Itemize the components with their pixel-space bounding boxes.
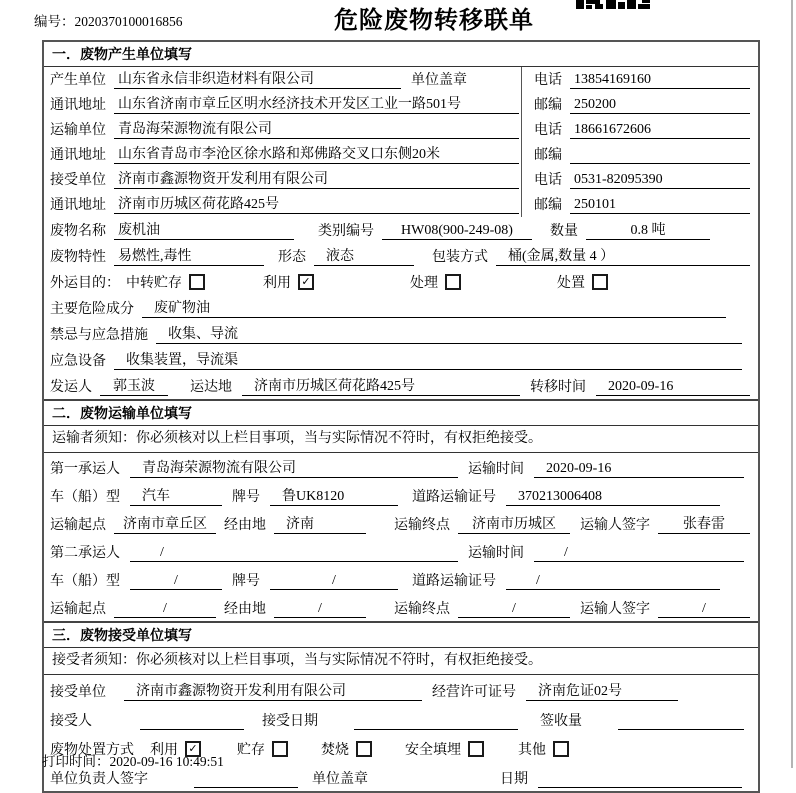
checkbox-icon <box>356 741 372 757</box>
shipper-label: 发运人 <box>50 380 92 395</box>
checkbox-icon <box>553 741 569 757</box>
shipper-row <box>44 373 758 399</box>
option-label: 中转贮存 <box>126 276 182 291</box>
physical-form-value: 液态 <box>314 245 414 266</box>
packing-label: 包装方式 <box>432 250 488 265</box>
transport-time-label: 运输时间 <box>468 546 524 561</box>
receiver-row <box>44 167 758 192</box>
phone-label: 电话 <box>534 73 562 88</box>
checkbox-icon <box>468 741 484 757</box>
vehicle-type-label: 车（船）型 <box>50 574 120 589</box>
manifest-form-table <box>42 40 760 793</box>
received-amount-label: 签收量 <box>540 714 582 729</box>
qr-code-fragment <box>576 0 652 10</box>
route-via-value: 济南 <box>274 513 366 534</box>
receive-date-label: 接受日期 <box>262 714 318 729</box>
disposal-option-incinerate <box>321 739 372 759</box>
hazard-component-row <box>44 295 758 321</box>
phone-label: 电话 <box>534 123 562 138</box>
transport-time-value: / <box>534 545 744 562</box>
first-carrier-value: 青岛海荣源物流有限公司 <box>130 457 458 478</box>
option-label: 其他 <box>518 743 546 758</box>
purpose-option-transit-storage <box>126 272 205 292</box>
producer-label: 产生单位 <box>50 73 106 88</box>
transporter-address-row <box>44 142 758 167</box>
route-origin-label: 运输起点 <box>50 602 106 617</box>
section-1-heading: 一．废物产生单位填写 <box>44 42 758 67</box>
responsible-signature-label: 单位负责人签字 <box>50 772 148 787</box>
route-via-label: 经由地 <box>224 602 266 617</box>
vehicle-row-2 <box>44 565 758 593</box>
transport-time-label: 运输时间 <box>468 462 524 477</box>
receiving-unit-value: 济南市鑫源物资开发利用有限公司 <box>124 680 422 701</box>
vehicle-row-1 <box>44 481 758 509</box>
receiver-label: 接受单位 <box>50 173 106 188</box>
transporter-row <box>44 117 758 142</box>
destination-value: 济南市历城区荷花路425号 <box>242 375 520 396</box>
second-carrier-row <box>44 537 758 565</box>
phone-value: 0531-82095390 <box>570 172 750 189</box>
emergency-measures-row <box>44 321 758 347</box>
print-time-value: 2020-09-16 10:49:51 <box>109 754 224 769</box>
route-origin-value: 济南市章丘区 <box>114 513 216 534</box>
address-label: 通讯地址 <box>50 198 106 213</box>
producer-address-row <box>44 92 758 117</box>
receive-date-value-blank <box>354 713 518 730</box>
option-label: 焚烧 <box>321 743 349 758</box>
second-carrier-label: 第二承运人 <box>50 546 120 561</box>
receiving-unit-label: 接受单位 <box>50 685 106 700</box>
date-label: 日期 <box>500 772 528 787</box>
emergency-equipment-label: 应急设备 <box>50 354 106 369</box>
waste-traits-value: 易燃性,毒性 <box>114 245 264 266</box>
disposal-option-landfill <box>405 739 484 759</box>
section-3-heading: 三．废物接受单位填写 <box>44 621 758 648</box>
address-value: 济南市历城区荷花路425号 <box>114 193 519 214</box>
zip-value: 250101 <box>570 197 750 214</box>
route-row-2 <box>44 593 758 621</box>
option-label: 处置 <box>557 276 585 291</box>
waste-traits-label: 废物特性 <box>50 250 106 265</box>
checkbox-icon <box>189 274 205 290</box>
address-value: 山东省青岛市李沧区徐水路和郑佛路交叉口东侧20米 <box>114 143 519 164</box>
date-value-blank <box>538 771 742 788</box>
emergency-measures-label: 禁忌与应急措施 <box>50 328 148 343</box>
first-carrier-row <box>44 453 758 481</box>
receiver-address-row <box>44 192 758 217</box>
recipient-value-blank <box>140 713 244 730</box>
phone-label: 电话 <box>534 173 562 188</box>
receiver-notice: 接受者须知：你必须核对以上栏目事项，当与实际情况不符时，有权拒绝接受。 <box>44 648 758 675</box>
zip-label: 邮编 <box>534 148 562 163</box>
transfer-time-value: 2020-09-16 <box>596 379 750 396</box>
option-label: 利用 <box>263 276 291 291</box>
purpose-option-utilize <box>263 272 314 292</box>
transporter-notice: 运输者须知：你必须核对以上栏目事项，当与实际情况不符时，有权拒绝接受。 <box>44 426 758 453</box>
receiving-unit-row <box>44 675 758 704</box>
unit-seal-label: 单位盖章 <box>312 772 368 787</box>
vehicle-type-value: 汽车 <box>130 485 222 506</box>
carrier-signature-value: / <box>658 601 750 618</box>
transfer-purpose-label: 外运目的： <box>50 276 120 291</box>
quantity-value: 0.8 吨 <box>586 219 710 240</box>
carrier-signature-value: 张春雷 <box>658 513 750 534</box>
route-via-label: 经由地 <box>224 518 266 533</box>
phone-value: 13854169160 <box>570 72 750 89</box>
producer-value: 山东省永信非织造材料有限公司 <box>114 68 401 89</box>
plate-number-value: 鲁UK8120 <box>270 485 398 506</box>
checkbox-checked-icon: ✓ <box>185 741 201 757</box>
transfer-purpose-row <box>44 269 758 295</box>
page-right-edge <box>791 0 793 768</box>
recipient-label: 接受人 <box>50 714 92 729</box>
license-number-value: 济南危证02号 <box>526 680 678 701</box>
company-seal-label: 单位盖章 <box>411 73 467 88</box>
carrier-signature-label: 运输人签字 <box>580 518 650 533</box>
waste-name-value: 废机油 <box>114 219 294 240</box>
plate-number-value: / <box>270 573 398 590</box>
plate-number-label: 牌号 <box>232 574 260 589</box>
waste-name-row <box>44 217 758 243</box>
plate-number-label: 牌号 <box>232 490 260 505</box>
road-permit-label: 道路运输证号 <box>412 574 496 589</box>
zip-label: 邮编 <box>534 98 562 113</box>
producer-row <box>44 67 758 92</box>
print-time-label: 打印时间： <box>42 754 110 769</box>
quantity-label: 数量 <box>550 224 578 239</box>
physical-form-label: 形态 <box>278 250 306 265</box>
address-label: 通讯地址 <box>50 98 106 113</box>
serial-number-label: 编号： <box>34 14 75 29</box>
route-origin-label: 运输起点 <box>50 518 106 533</box>
first-carrier-label: 第一承运人 <box>50 462 120 477</box>
hazard-component-label: 主要危险成分 <box>50 302 134 317</box>
second-carrier-value: / <box>130 545 458 562</box>
address-value: 山东省济南市章丘区明水经济技术开发区工业一路501号 <box>114 93 519 114</box>
vehicle-type-label: 车（船）型 <box>50 490 120 505</box>
shipper-value: 郭玉波 <box>100 375 168 396</box>
vehicle-type-value: / <box>130 573 222 590</box>
route-row-1 <box>44 509 758 537</box>
road-permit-label: 道路运输证号 <box>412 490 496 505</box>
road-permit-value: 370213006408 <box>506 489 720 506</box>
waste-traits-row <box>44 243 758 269</box>
received-amount-value-blank <box>618 713 744 730</box>
route-origin-value: / <box>114 601 216 618</box>
checkbox-icon <box>272 741 288 757</box>
category-code-value: HW08(900-249-08) <box>382 223 532 240</box>
disposal-option-store <box>237 739 288 759</box>
destination-label: 运达地 <box>190 380 232 395</box>
road-permit-value: / <box>506 573 720 590</box>
emergency-equipment-value: 收集装置，导流渠 <box>114 349 742 370</box>
carrier-signature-label: 运输人签字 <box>580 602 650 617</box>
document-title: 危险废物转移联单 <box>334 7 534 34</box>
emergency-equipment-row <box>44 347 758 373</box>
license-number-label: 经营许可证号 <box>432 685 516 700</box>
checkbox-checked-icon: ✓ <box>298 274 314 290</box>
route-end-value: / <box>458 601 570 618</box>
option-label: 利用 <box>150 743 178 758</box>
receiver-value: 济南市鑫源物资开发利用有限公司 <box>114 168 519 189</box>
category-code-label: 类别编号 <box>318 224 374 239</box>
route-end-label: 运输终点 <box>394 602 450 617</box>
transporter-value: 青岛海荣源物流有限公司 <box>114 118 519 139</box>
recipient-row <box>44 704 758 733</box>
purpose-option-treat <box>410 272 461 292</box>
address-label: 通讯地址 <box>50 148 106 163</box>
option-label: 安全填埋 <box>405 743 461 758</box>
disposal-method-label: 废物处置方式 <box>50 743 134 758</box>
route-via-value: / <box>274 601 366 618</box>
serial-number <box>34 10 183 30</box>
transporter-label: 运输单位 <box>50 123 106 138</box>
checkbox-icon <box>445 274 461 290</box>
zip-value-blank <box>570 147 750 164</box>
route-end-label: 运输终点 <box>394 518 450 533</box>
disposal-option-other <box>518 739 569 759</box>
emergency-measures-value: 收集、导流 <box>156 323 742 344</box>
route-end-value: 济南市历城区 <box>458 513 570 534</box>
purpose-option-dispose <box>557 272 608 292</box>
option-label: 贮存 <box>237 743 265 758</box>
transport-time-value: 2020-09-16 <box>534 461 744 478</box>
waste-name-label: 废物名称 <box>50 224 106 239</box>
print-time <box>42 750 224 770</box>
hazard-component-value: 废矿物油 <box>142 297 726 318</box>
option-label: 处理 <box>410 276 438 291</box>
packing-value: 桶(金属,数量 4 ） <box>496 245 750 266</box>
section-2-heading: 二．废物运输单位填写 <box>44 399 758 426</box>
transfer-time-label: 转移时间 <box>530 380 586 395</box>
serial-number-value: 2020370100016856 <box>74 14 183 29</box>
zip-label: 邮编 <box>534 198 562 213</box>
zip-value: 250200 <box>570 97 750 114</box>
responsible-signature-value-blank <box>194 771 298 788</box>
checkbox-icon <box>592 274 608 290</box>
phone-value: 18661672606 <box>570 122 750 139</box>
